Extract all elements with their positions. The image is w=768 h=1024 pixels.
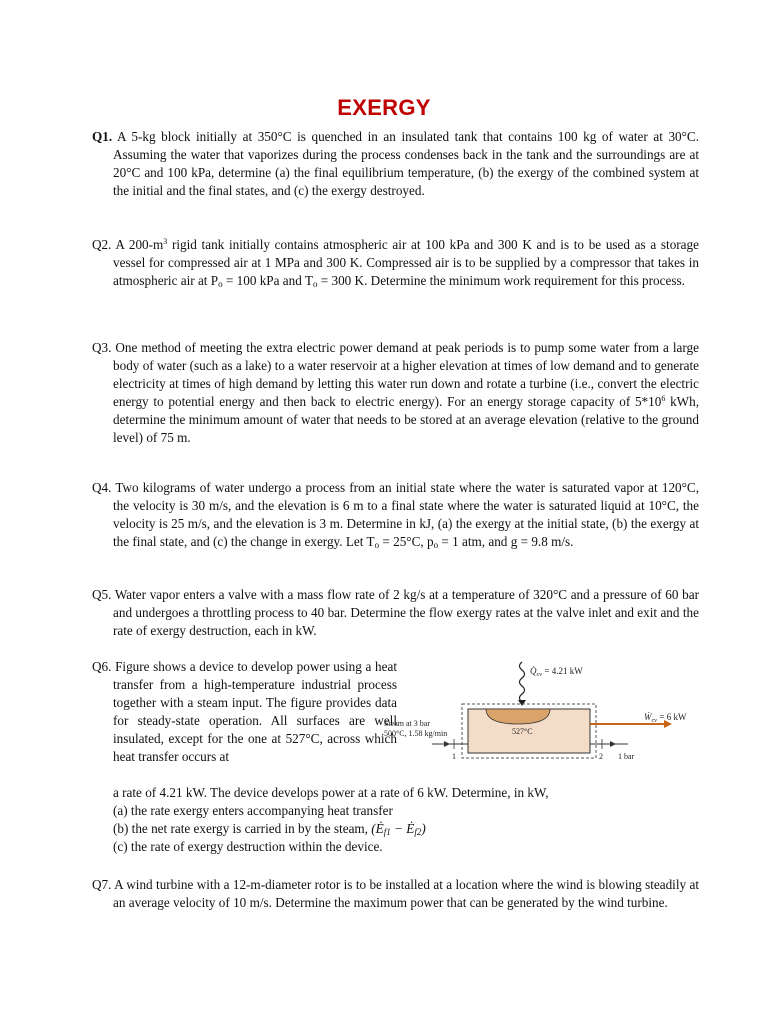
device-schematic-figure <box>382 660 687 768</box>
question-3-text-a: Q3. One method of meeting the extra electric power demand at peak periods is to pump some water from a large body of water (such as a lake) to a water reservoir at a higher elevation at times of low demand and to generate electricity at times of high demand by letting this water run down and rotate a turbine (i.e., convert the electric energy to potential energy and then back to electric energy). For an energy storage capacity of 5*10 <box>92 340 699 409</box>
heat-arrow-head <box>518 700 526 706</box>
power-rate-label: Ẇ$_{cv}$ = 6 kW <box>644 712 687 724</box>
question-6-eq-start: (Ė <box>371 821 384 836</box>
question-2-text-c: = 100 kPa and T <box>222 273 313 288</box>
question-6-eq-sub-2: f2 <box>414 827 422 837</box>
question-6: Q6. Figure shows a device to develop power using a heat transfer from a high-temperature industrial process together with a steam input. The figure provides data for steady-state operation. All surfaces are well insulated, except for the one at 527°C, across which heat transfer occurs at <box>92 659 397 764</box>
question-6-eq-sub-1: f1 <box>383 827 391 837</box>
question-1-text: A 5-kg block initially at 350°C is quenched in an insulated tank that contains 100 kg of water at 30°C. Assuming the water that vaporizes during the process condenses back in the tank and the surroundings are at 20°C and 100 kPa, determine (a) the final equilibrium temperature, (b) the exergy of the combined system at the initial and the final states, and (c) the exergy destroyed. <box>112 129 699 198</box>
question-6-part-b-text: (b) the net rate exergy is carried in by the steam, <box>113 821 372 836</box>
question-3-superscript: 6 <box>661 394 666 403</box>
inlet-arrow-head <box>444 741 450 747</box>
question-2-text-d: = 300 K. Determine the minimum work requirement for this process. <box>317 273 685 288</box>
question-2-text-b: rigid tank initially contains atmospheric air at 100 kPa and 300 K and is to be used as a storage vessel for compressed air at 1 MPa and 300 K. Compressed air is to be supplied by a compressor that takes in atmospheric air at P <box>113 237 699 288</box>
page-title: EXERGY <box>337 95 431 120</box>
question-2 <box>92 236 699 290</box>
inlet-condition-line-1: Steam at 3 bar <box>384 719 430 728</box>
outlet-pressure-label: 1 bar <box>618 752 635 761</box>
question-3 <box>92 339 699 447</box>
outlet-arrow-head <box>610 741 616 747</box>
question-2-superscript: 3 <box>163 237 168 246</box>
inlet-condition-line-2: 500°C, 1.58 kg/min <box>384 729 448 738</box>
question-4-text-c: = 1 atm, and g = 9.8 m/s. <box>438 534 574 549</box>
surface-temperature-label: 527°C <box>512 727 533 736</box>
question-4 <box>92 479 699 551</box>
question-6-part-b <box>113 820 679 838</box>
question-1-number: Q1. <box>92 129 113 144</box>
question-5: Q5. Water vapor enters a valve with a mass flow rate of 2 kg/s at a temperature of 320°C and a pressure of 60 bar and undergoes a throttling process to 40 bar. Determine the flow exergy rates at the valve inlet and exit and the rate of exergy destruction, each in kW. <box>92 587 699 638</box>
question-2-text-a: Q2. A 200-m <box>92 237 164 252</box>
question-6-eq-end: ) <box>421 821 426 836</box>
inlet-state-label: 1 <box>452 752 456 761</box>
question-2-subscript-1: o <box>218 279 223 289</box>
question-3-text-b: kWh, determine the minimum amount of water that needs to be stored at an average elevation (relative to the ground level) of 75 m. <box>113 394 699 445</box>
question-4-text-b: = 25°C, p <box>379 534 434 549</box>
question-4-subscript-1: o <box>374 540 380 550</box>
question-6-part-c: (c) the rate of exergy destruction within the device. <box>113 839 383 854</box>
question-6-line-2: a rate of 4.21 kW. The device develops power at a rate of 6 kW. Determine, in kW, <box>113 785 549 800</box>
question-7: Q7. A wind turbine with a 12-m-diameter rotor is to be installed at a location where the wind is blowing steadily at an average velocity of 10 m/s. Determine the maximum power that can be generated by the wind turbine. <box>92 877 699 910</box>
outlet-state-label: 2 <box>599 752 603 761</box>
heat-transfer-arrow <box>520 662 525 702</box>
question-4-subscript-2: o <box>433 540 439 550</box>
question-4-text-a: Q4. Two kilograms of water undergo a process from an initial state where the water is saturated vapor at 120°C, the velocity is 30 m/s, and the elevation is 6 m to a final state where the water is saturated liquid at 10°C, the velocity is 25 m/s, and the elevation is 3 m. Determine in kJ, (a) the exergy at the initial state, (b) the exergy at the final state, and (c) the change in exergy. Let T <box>92 480 699 549</box>
question-6-eq-mid: − Ė <box>390 821 415 836</box>
question-1 <box>92 128 699 200</box>
heat-rate-label: $Q̇_{cv} = 4.21$ kW <box>530 666 583 678</box>
question-6-part-a: (a) the rate exergy enters accompanying heat transfer <box>113 803 393 818</box>
question-2-subscript-2: o <box>312 279 318 289</box>
